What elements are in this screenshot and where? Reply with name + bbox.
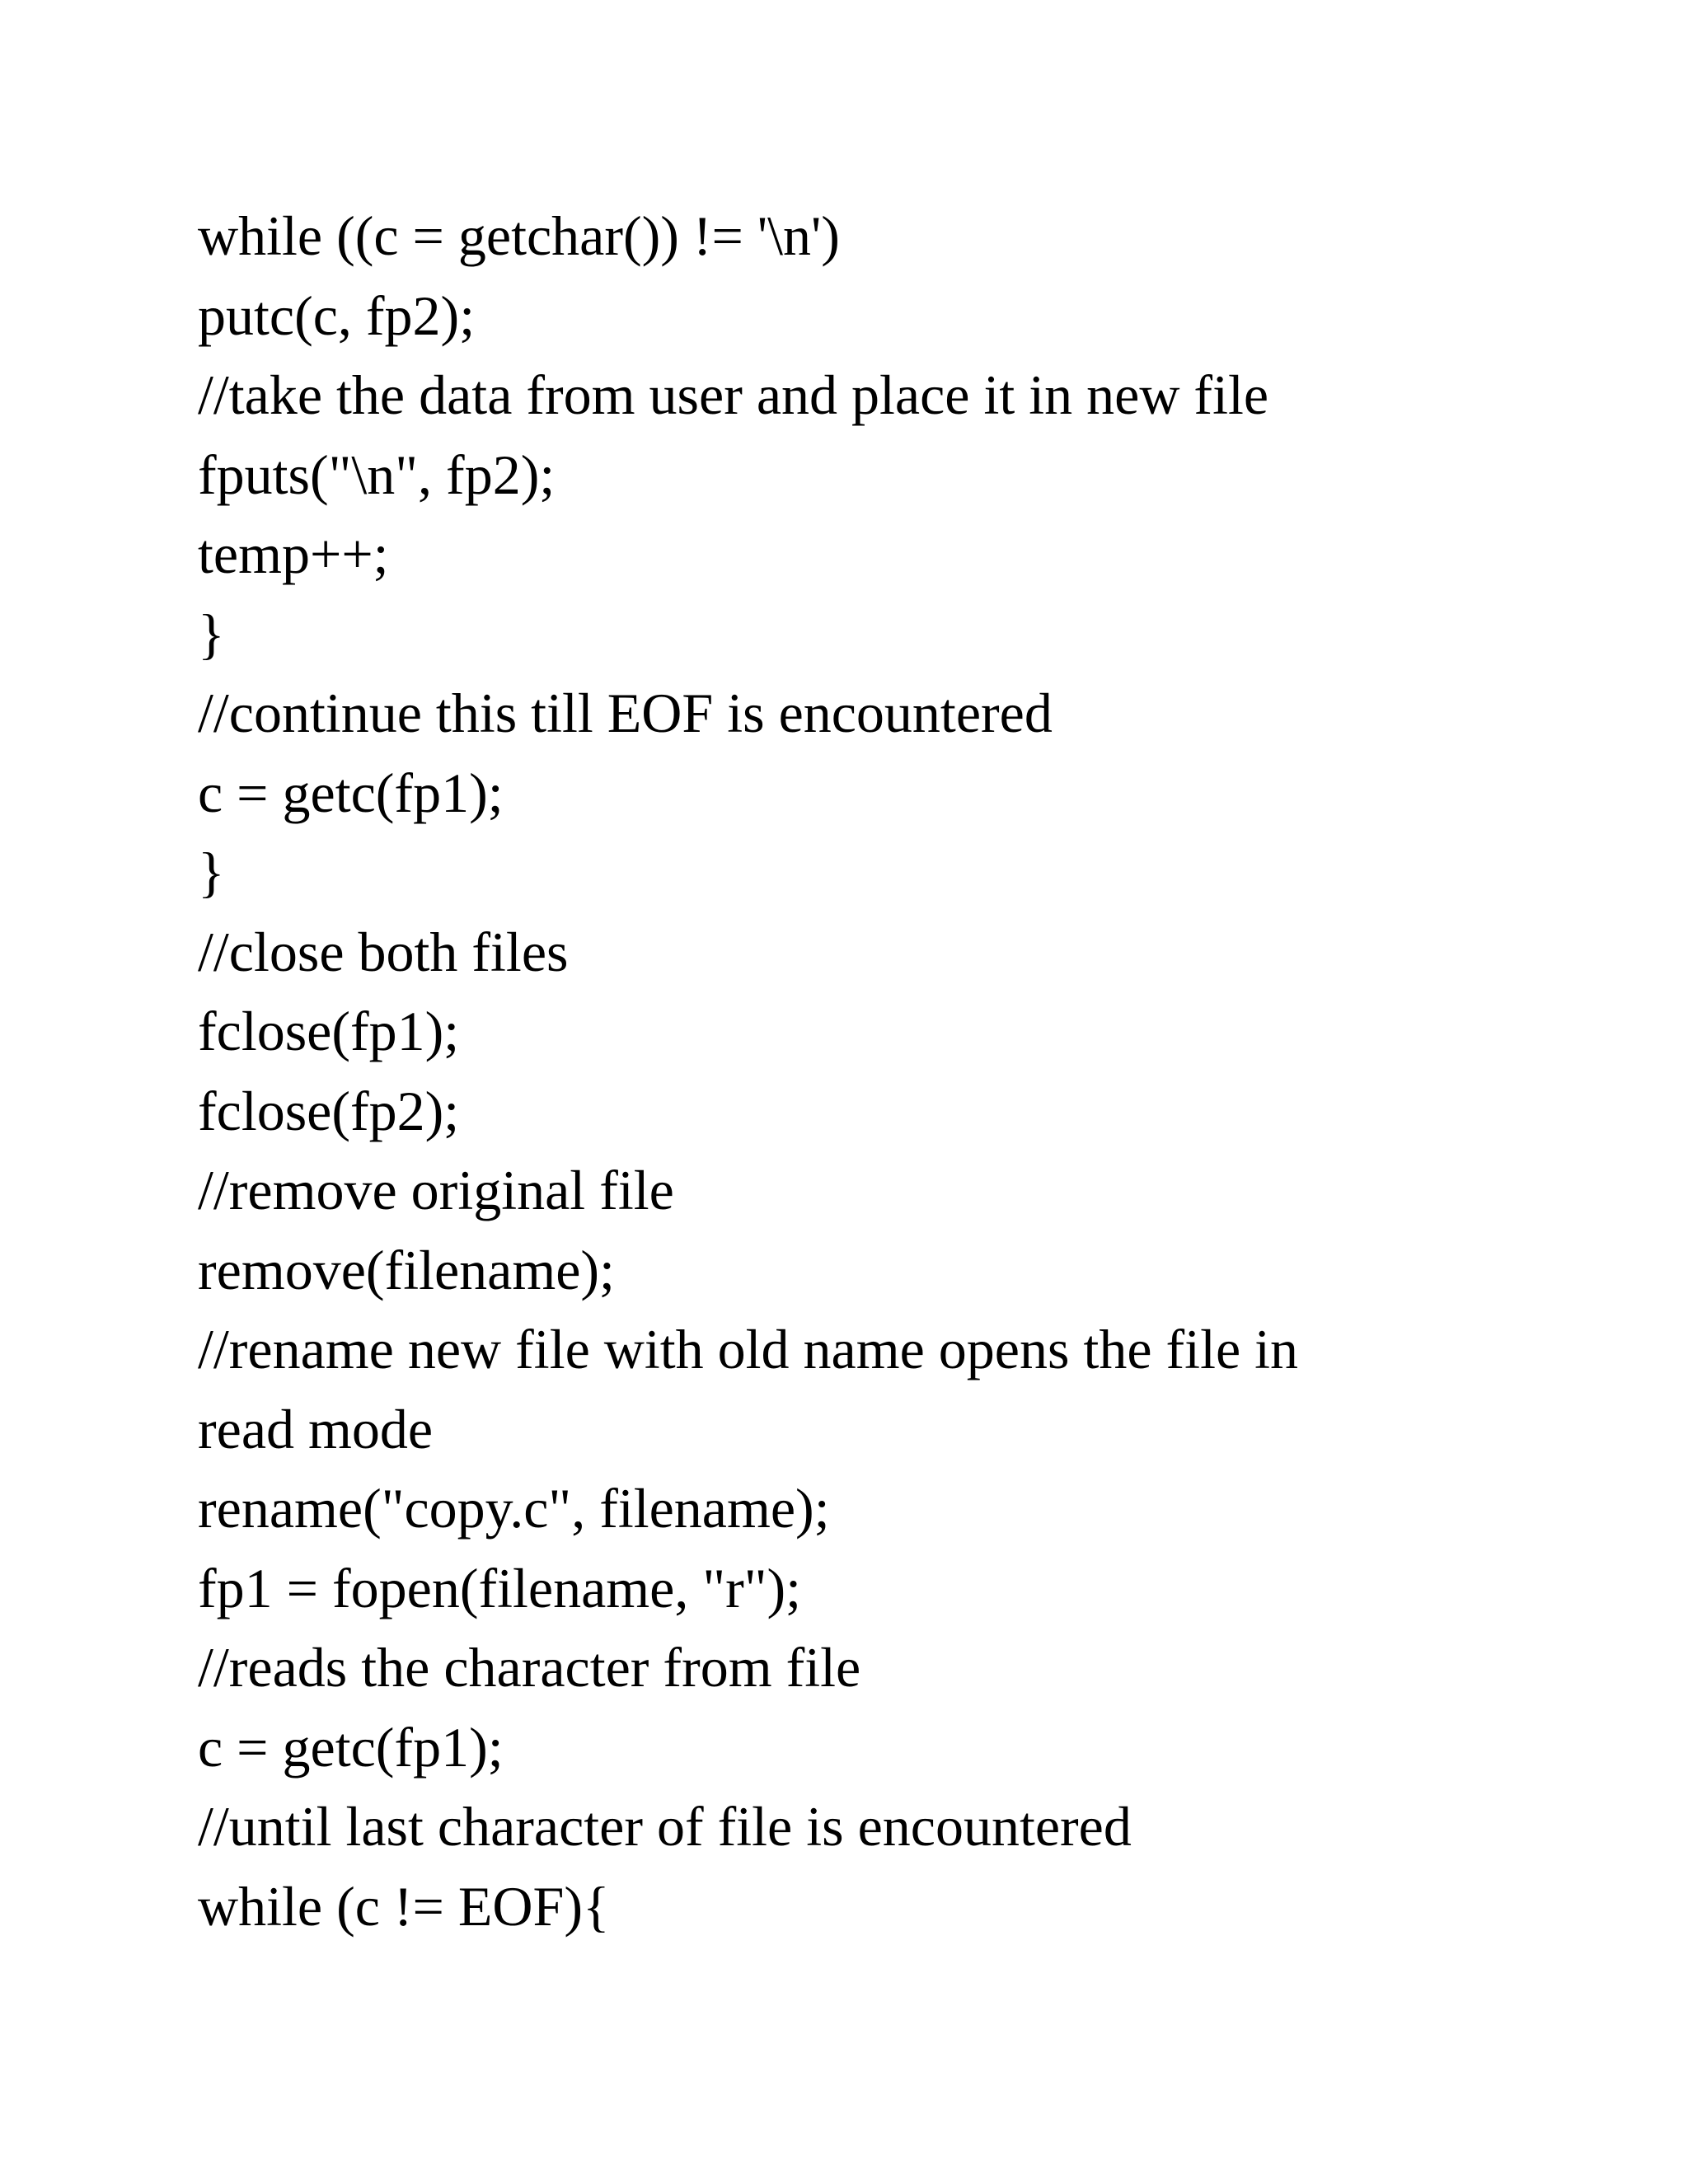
code-comment-line: //rename new file with old name opens the file in (198, 1318, 1299, 1380)
code-line: fp1 = fopen(filename, "r"); (198, 1556, 802, 1619)
code-comment-line: //close both files (198, 920, 569, 983)
code-line: while (c != EOF){ (198, 1874, 610, 1938)
code-comment-line: //reads the character from file (198, 1636, 861, 1699)
code-comment-line: //continue this till EOF is encountered (198, 682, 1053, 744)
code-closing-brace: } (198, 841, 225, 903)
code-text-block (198, 196, 1484, 1946)
code-comment-line: //until last character of file is encountered (198, 1795, 1132, 1858)
code-line: while ((c = getchar()) != '\n') (198, 204, 840, 267)
code-line: fclose(fp1); (198, 1000, 460, 1062)
code-line: putc(c, fp2); (198, 284, 476, 347)
code-line: rename("copy.c", filename); (198, 1477, 830, 1540)
code-comment-line: //remove original file (198, 1159, 674, 1221)
code-line: c = getc(fp1); (198, 761, 504, 824)
code-closing-brace: } (198, 602, 225, 665)
code-comment-line: //take the data from user and place it in new file (198, 363, 1269, 426)
code-line: fclose(fp2); (198, 1079, 460, 1142)
code-line: temp++; (198, 523, 389, 585)
code-line: c = getc(fp1); (198, 1715, 504, 1779)
code-line: remove(filename); (198, 1238, 615, 1301)
code-comment-continuation: read mode (198, 1397, 434, 1460)
code-line: fputs("\n", fp2); (198, 443, 556, 506)
